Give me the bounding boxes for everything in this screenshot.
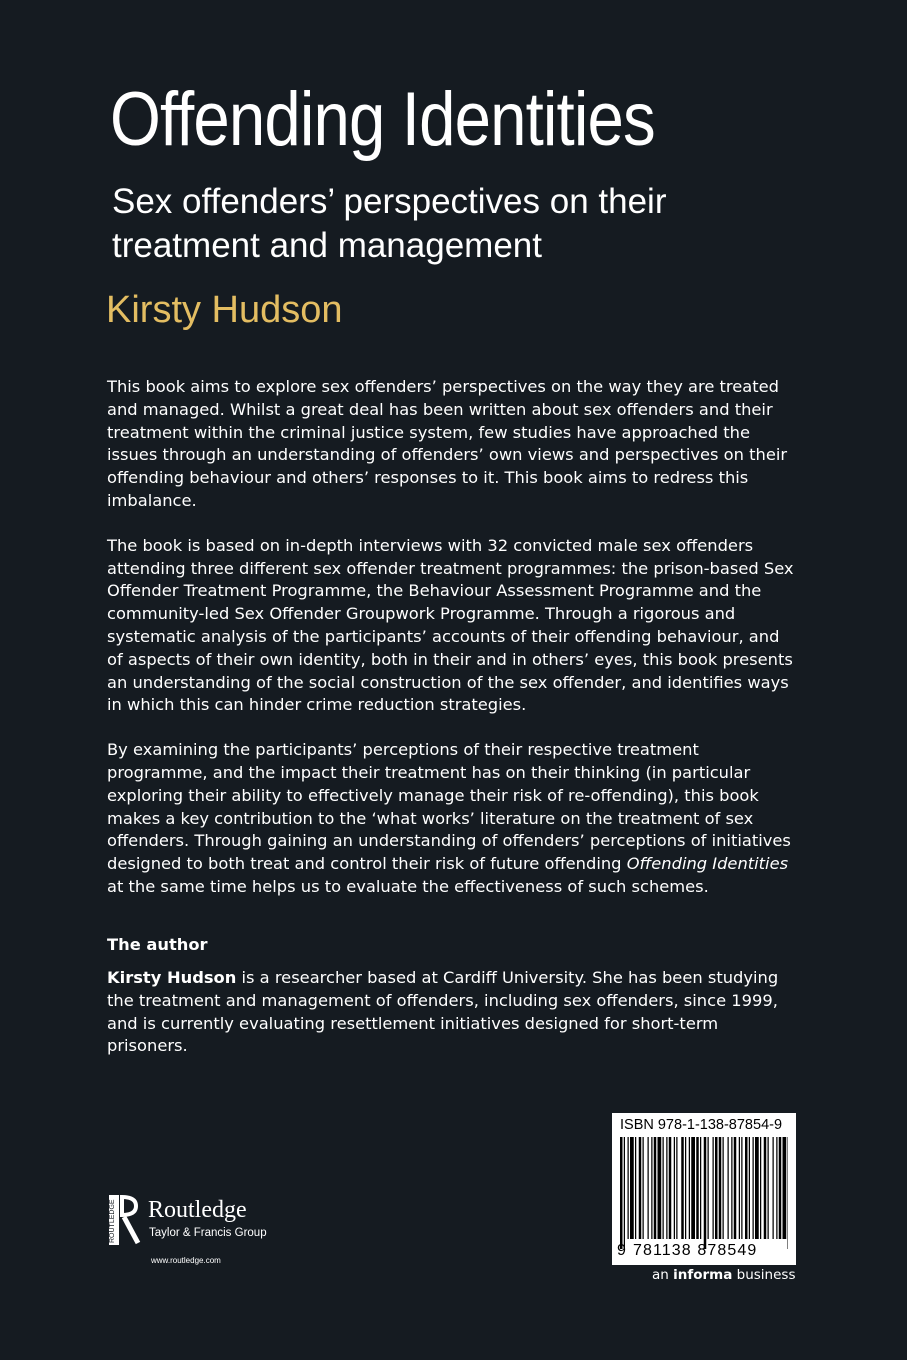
barcode-bar [681,1137,684,1239]
barcode-bar [760,1137,761,1239]
informa-suffix: business [732,1267,796,1283]
barcode-bar [639,1137,642,1239]
routledge-logo-icon [108,1193,142,1247]
barcode-bar [764,1137,767,1239]
barcode-bar [635,1137,636,1239]
blurb-p3-end: at the same time helps us to evaluate the effectiveness of such schemes. [107,876,709,896]
barcode-bar [676,1137,677,1239]
barcode-bar [773,1137,774,1239]
barcode-bar [658,1137,662,1239]
about-author-bio: is a researcher based at Cardiff University. She has been studying the treatment and management of offenders, including sex offenders, since 1999, and is currently evaluating resettlement initiatives designed for short-term prisoners. [107,968,779,1056]
barcode-bar [691,1137,695,1239]
barcode-bar [749,1137,750,1239]
about-author-name: Kirsty Hudson [107,968,237,987]
barcode-bar [685,1137,686,1239]
barcode-panel [612,1113,796,1265]
blurb-paragraph-1: This book aims to explore sex offenders’ perspectives on the way they are treated and managed. Whilst a great deal has been written about sex offenders and their treatment within the criminal justice system, few studies have approached the issues through an understanding of offenders’ own views and perspectives on their offending behaviour and others’ responses to it. This book aims to redress this imbalance. [107,377,788,510]
barcode-bar [783,1137,787,1239]
barcode-bar [651,1137,652,1239]
barcode-number: 781138 878549 [633,1242,758,1259]
book-subtitle: Sex offenders’ perspectives on their treatment and management [112,182,667,265]
about-author-text [107,967,797,1058]
blurb [107,376,797,899]
barcode-bar [663,1137,664,1239]
barcode-bar [713,1137,714,1239]
barcode-bar [643,1137,644,1239]
blurb-p3-title: Offending Identities [626,854,789,874]
barcode-bar [723,1137,724,1239]
barcode-bar [715,1137,718,1239]
barcode-first-digit: 9 [617,1242,627,1259]
informa-prefix: an [652,1267,674,1283]
barcode-bar [755,1137,759,1239]
publisher-logo [108,1193,308,1253]
barcode-bar [700,1137,701,1239]
isbn-label: ISBN 978-1-138-87854-9 [620,1117,783,1133]
barcode-bar [788,1137,789,1249]
barcode-bar [776,1137,777,1239]
barcode-bar [666,1137,667,1239]
barcode-bar [719,1137,722,1239]
barcode-bar [654,1137,657,1239]
barcode-bar [704,1137,707,1249]
barcode-bar [674,1137,675,1239]
barcode-bar [768,1137,769,1239]
about-author-heading: The author [107,935,208,954]
informa-tagline [652,1267,796,1283]
barcode-bar [689,1137,690,1239]
barcode-bar [728,1137,729,1239]
barcode-bar [779,1137,782,1239]
barcode-bar [628,1137,629,1239]
barcode-bar [739,1137,740,1239]
book-author: Kirsty Hudson [106,289,343,331]
barcode-bar [624,1137,625,1249]
barcode-bar [669,1137,672,1239]
barcode-bar [753,1137,754,1239]
blurb-p3-text: By examining the participants’ perceptions of their respective treatment programme, and the impact their treatment has on their thinking (in particular exploring their ability to effectively manage their risk of re-offending), this book makes a key contribution to the ‘what works’ literature on the treatment of sex offenders. Through gaining an understanding of offenders’ perceptions of initiatives designed to both treat and control their risk of future offending [107,740,791,874]
barcode-bar [741,1137,742,1239]
publisher-url: www.routledge.com [151,1256,221,1265]
barcode-bar [630,1137,634,1239]
barcode-bar [734,1137,737,1239]
blurb-paragraph-3 [107,739,797,899]
svg-text:ROUTLEDGE: ROUTLEDGE [109,1199,116,1243]
barcode-bar [745,1137,748,1239]
publisher-group: Taylor & Francis Group [149,1227,267,1239]
informa-brand: informa [673,1267,733,1283]
publisher-name: Routledge [148,1197,247,1223]
barcode-bar [620,1137,623,1249]
barcode-bar [708,1137,709,1239]
barcode-bar [731,1137,732,1239]
barcode-bar [648,1137,649,1239]
book-title: Offending Identities [110,77,655,162]
barcode-bar [696,1137,699,1239]
blurb-paragraph-2: The book is based on in-depth interviews with 32 convicted male sex offenders attending three different sex offender treatment programmes: the prison-based Sex Offender Treatment Programme, the Behaviour Assessment Programme and the community-led Sex Offender Groupwork Programme. Through a rigorous and systematic analysis of the participants’ accounts of their offending behaviour, and of aspects of their own identity, both in their and in others’ eyes, this book presents an understanding of the social construction of the sex offender, and identifies ways in which this can hinder crime reduction strategies. [107,535,794,715]
barcode-icon [620,1137,788,1249]
